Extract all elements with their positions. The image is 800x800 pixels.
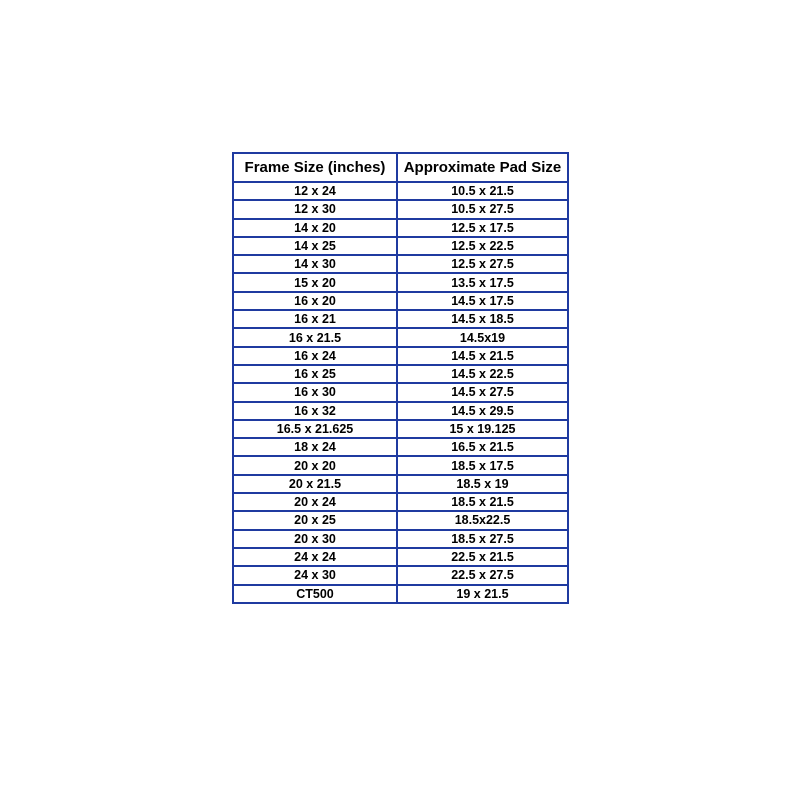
table-row [233,347,568,365]
frame-size-cell: 14 x 25 [233,237,397,255]
table-row [233,548,568,566]
pad-size-cell: 18.5 x 17.5 [397,456,568,474]
frame-size-cell: 20 x 21.5 [233,475,397,493]
pad-size-cell: 18.5 x 21.5 [397,493,568,511]
pad-size-cell: 12.5 x 27.5 [397,255,568,273]
pad-size-cell: 14.5 x 17.5 [397,292,568,310]
frame-size-cell: 12 x 24 [233,182,397,200]
pad-size-cell: 14.5 x 29.5 [397,402,568,420]
frame-size-cell: 14 x 30 [233,255,397,273]
frame-size-cell: 16 x 21 [233,310,397,328]
pad-size-cell: 12.5 x 17.5 [397,219,568,237]
table-row [233,585,568,603]
frame-size-cell: 16 x 25 [233,365,397,383]
pad-size-cell: 13.5 x 17.5 [397,273,568,291]
pad-size-cell: 14.5 x 21.5 [397,347,568,365]
pad-size-cell: 10.5 x 21.5 [397,182,568,200]
pad-size-header: Approximate Pad Size [397,153,568,182]
pad-size-cell: 22.5 x 27.5 [397,566,568,584]
frame-size-cell: 15 x 20 [233,273,397,291]
pad-size-cell: 18.5 x 19 [397,475,568,493]
frame-size-header: Frame Size (inches) [233,153,397,182]
table-row [233,255,568,273]
frame-size-cell: CT500 [233,585,397,603]
pad-size-cell: 22.5 x 21.5 [397,548,568,566]
frame-size-cell: 24 x 30 [233,566,397,584]
table-row [233,237,568,255]
table-row [233,200,568,218]
table-row [233,456,568,474]
pad-size-cell: 18.5 x 27.5 [397,530,568,548]
frame-size-cell: 16 x 21.5 [233,328,397,346]
pad-size-cell: 12.5 x 22.5 [397,237,568,255]
pad-size-cell: 19 x 21.5 [397,585,568,603]
table-row [233,530,568,548]
table-row [233,383,568,401]
pad-size-table [232,152,569,604]
frame-size-cell: 16 x 24 [233,347,397,365]
frame-size-cell: 24 x 24 [233,548,397,566]
pad-size-cell: 14.5 x 27.5 [397,383,568,401]
table-row [233,402,568,420]
frame-size-cell: 16 x 32 [233,402,397,420]
table-body [233,182,568,603]
table-row [233,493,568,511]
table-row [233,273,568,291]
table-row [233,219,568,237]
pad-size-cell: 18.5x22.5 [397,511,568,529]
table-row [233,310,568,328]
frame-size-cell: 20 x 30 [233,530,397,548]
table-row [233,292,568,310]
pad-size-cell: 10.5 x 27.5 [397,200,568,218]
frame-size-cell: 20 x 20 [233,456,397,474]
table-row [233,438,568,456]
frame-size-cell: 20 x 24 [233,493,397,511]
pad-size-cell: 14.5 x 18.5 [397,310,568,328]
pad-size-cell: 15 x 19.125 [397,420,568,438]
pad-size-cell: 14.5 x 22.5 [397,365,568,383]
frame-size-cell: 20 x 25 [233,511,397,529]
table-row [233,511,568,529]
pad-size-cell: 16.5 x 21.5 [397,438,568,456]
table-row [233,328,568,346]
table-header-row [233,153,568,182]
pad-size-cell: 14.5x19 [397,328,568,346]
frame-size-cell: 18 x 24 [233,438,397,456]
frame-size-cell: 16 x 20 [233,292,397,310]
table-row [233,475,568,493]
frame-size-cell: 14 x 20 [233,219,397,237]
frame-size-cell: 12 x 30 [233,200,397,218]
table-row [233,420,568,438]
table-row [233,566,568,584]
table-row [233,182,568,200]
frame-size-cell: 16 x 30 [233,383,397,401]
table-row [233,365,568,383]
frame-size-cell: 16.5 x 21.625 [233,420,397,438]
